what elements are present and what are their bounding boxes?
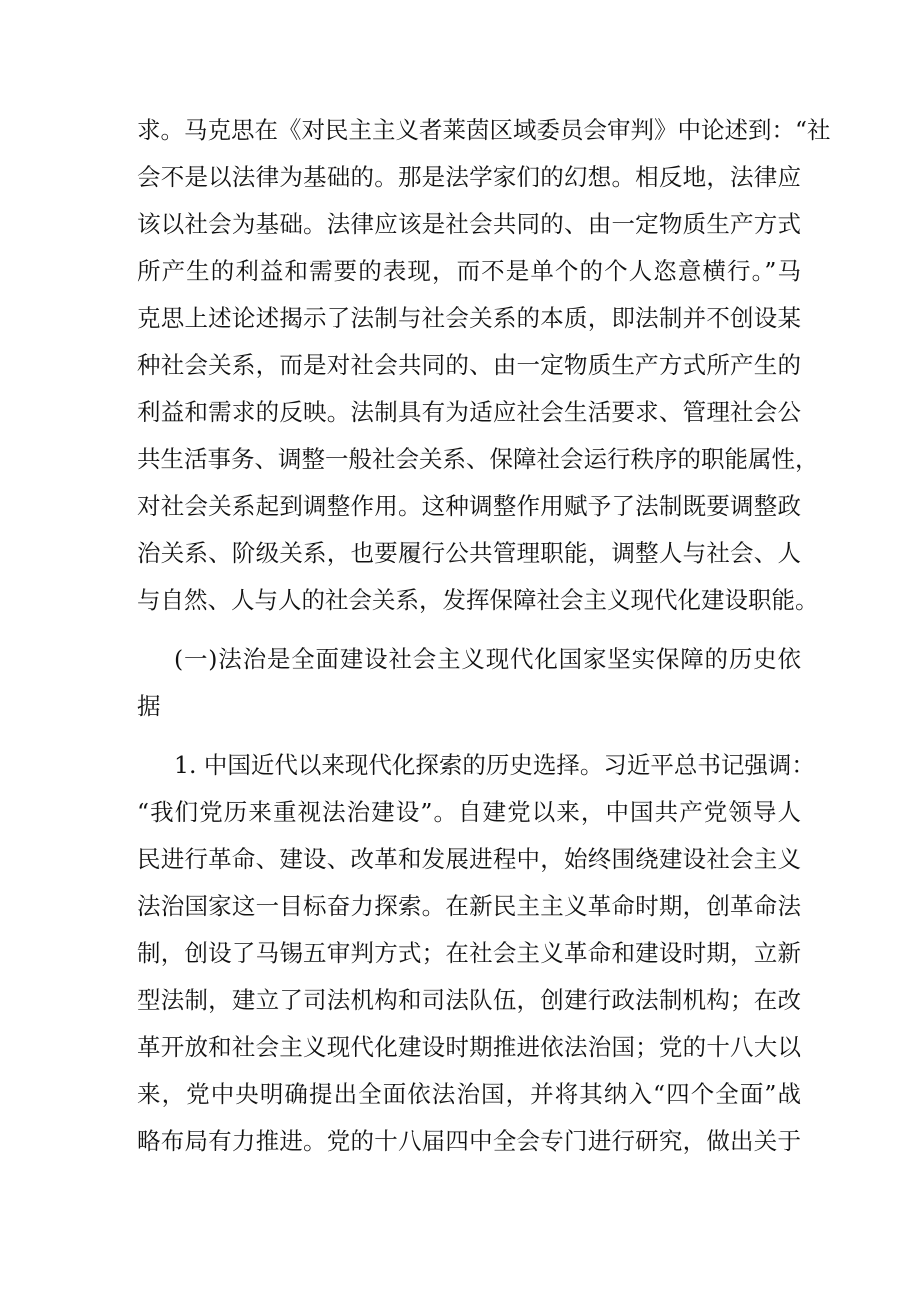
paragraph-line: 与自然、人与人的社会关系，发挥保障社会主义现代化建设职能。	[137, 586, 819, 614]
paragraph-line: 法治国家这一目标奋力探索。在新民主主义革命时期，创革命法	[137, 892, 801, 920]
paragraph-line: 求。马克思在《对民主主义者莱茵区域委员会审判》中论述到：“社	[137, 116, 831, 144]
paragraph-line: 制，创设了马锡五审判方式；在社会主义革命和建设时期，立新	[137, 939, 801, 967]
paragraph-line: 种社会关系，而是对社会共同的、由一定物质生产方式所产生的	[137, 351, 801, 379]
paragraph-line: 来，党中央明确提出全面依法治国，并将其纳入“四个全面”战	[137, 1080, 801, 1108]
section-heading-line: 据	[137, 692, 161, 720]
paragraph-line: 略布局有力推进。党的十八届四中全会专门进行研究，做出关于	[137, 1127, 801, 1155]
paragraph-line: 革开放和社会主义现代化建设时期推进依法治国；党的十八大以	[137, 1033, 801, 1061]
paragraph-line: 型法制，建立了司法机构和司法队伍，创建行政法制机构；在改	[137, 986, 801, 1014]
paragraph-line: 会不是以法律为基础的。那是法学家们的幻想。相反地，法律应	[137, 163, 801, 191]
paragraph-line: 共生活事务、调整一般社会关系、保障社会运行秩序的职能属性，	[137, 445, 819, 473]
paragraph-line: 克思上述论述揭示了法制与社会关系的本质，即法制并不创设某	[137, 304, 801, 332]
paragraph-line: 该以社会为基础。法律应该是社会共同的、由一定物质生产方式	[137, 210, 801, 238]
paragraph-line: 对社会关系起到调整作用。这种调整作用赋予了法制既要调整政	[137, 492, 801, 520]
paragraph-line: 治关系、阶级关系，也要履行公共管理职能，调整人与社会、人	[137, 539, 801, 567]
section-heading-line: (一)法治是全面建设社会主义现代化国家坚实保障的历史依	[174, 645, 801, 673]
paragraph-line: “我们党历来重视法治建设”。自建党以来，中国共产党领导人	[137, 798, 801, 826]
paragraph-line: 1. 中国近代以来现代化探索的历史选择。习近平总书记强调：	[174, 751, 815, 779]
paragraph-line: 利益和需求的反映。法制具有为适应社会生活要求、管理社会公	[137, 398, 801, 426]
paragraph-line: 所产生的利益和需要的表现，而不是单个的个人恣意横行。”马	[137, 257, 801, 285]
paragraph-line: 民进行革命、建设、改革和发展进程中，始终围绕建设社会主义	[137, 845, 801, 873]
